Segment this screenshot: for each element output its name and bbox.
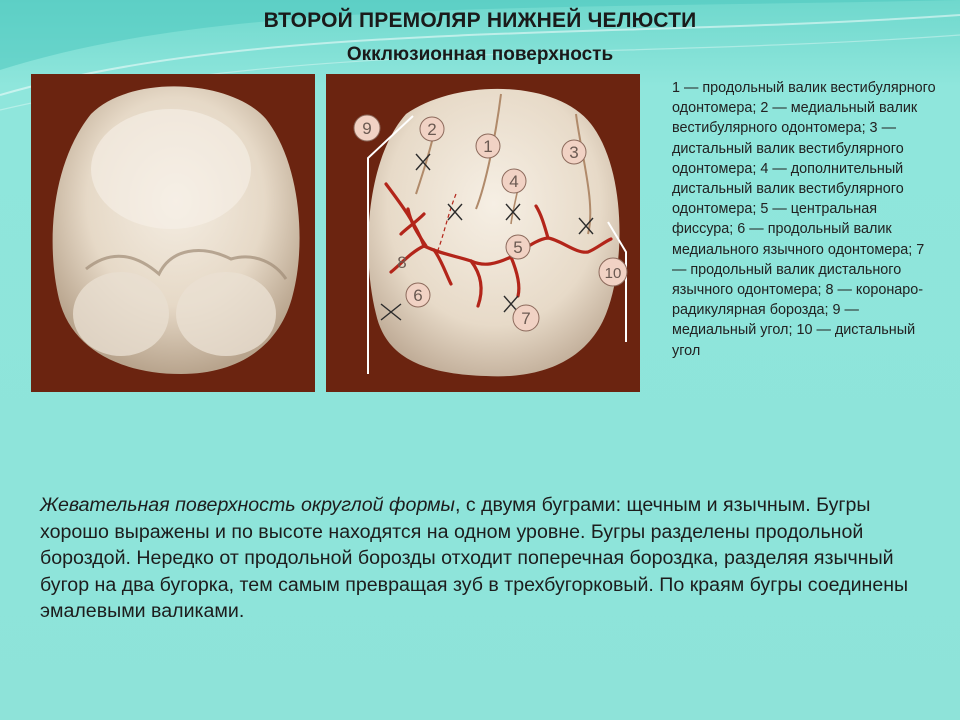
page-title: ВТОРОЙ ПРЕМОЛЯР НИЖНЕЙ ЧЕЛЮСТИ [263, 9, 697, 32]
tooth-photo-annotated [326, 74, 640, 392]
callout-9: 9 [362, 119, 372, 138]
callout-6: 6 [413, 286, 423, 305]
page-subtitle: Окклюзионная поверхность [346, 44, 614, 65]
tooth-photo-left [31, 74, 315, 392]
tooth-left-illustration [31, 74, 315, 392]
legend-text: 1 — продольный валик вестибулярного одонтомера; 2 — медиальный валик вестибулярного одонтомера; 3 — дистальный валик вестибулярного одонтомера; 4 — дополнительный дистальный валик вестибулярного одонтомера; 5 — центральная фиссура; 6 — продольный валик медиального язычного одонтомера; 7 — продольный валик дистального язычного одонтомера; 8 — коронаро-радикулярная борозда; 9 — медиальный угол; 10 — дистальный угол [672, 80, 936, 359]
tooth-annotated-illustration [326, 74, 640, 392]
callout-2: 2 [427, 120, 437, 139]
callout-5: 5 [513, 238, 523, 257]
callout-8: 8 [397, 253, 407, 272]
callout-3: 3 [569, 143, 579, 162]
description-italic: Жевательная поверхность округлой формы [40, 494, 455, 516]
description-rest: , с двумя буграми: щечным и язычным. Бугры хорошо выражены и по высоте находятся на одном уровне. Бугры разделены продольной бороздой. Нередко от продольной борозды отходит поперечная бороздка, разделяя язычный бугор на два бугорка, тем самым превращая зуб в трехбугорковый. По краям бугры соединены эмалевыми валиками. [40, 494, 909, 623]
callout-4: 4 [509, 172, 519, 191]
callout-7: 7 [521, 309, 531, 328]
callout-1: 1 [483, 137, 493, 156]
callout-10: 10 [604, 265, 622, 282]
description-text [40, 492, 940, 625]
